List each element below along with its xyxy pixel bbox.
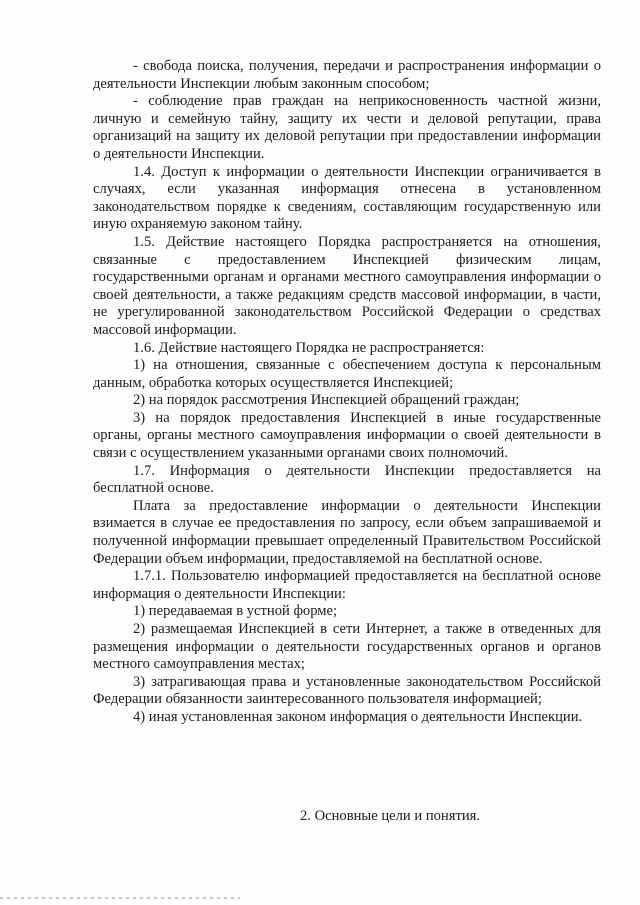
- paragraph-1-7: 1.7. Информация о деятельности Инспекции предоставляется на бесплатной основе.: [93, 462, 601, 497]
- paragraph-1-6-item-2: 2) на порядок рассмотрения Инспекцией обращений граждан;: [133, 392, 520, 409]
- section-heading: 2. Основные цели и понятия.: [299, 808, 480, 824]
- paragraph-1-7-1: 1.7.1. Пользователю информацией предоставляется на бесплатной основе информация о деятельности Инспекции:: [93, 568, 601, 602]
- paragraph-1-7-1-item-4: 4) иная установленная законом информация о деятельности Инспекции.: [133, 708, 583, 725]
- paragraph-1-7-1-item-2: 2) размещаемая Инспекцией в сети Интернет, а также в отведенных для размещения информации о деятельности государственных органов и органов местного самоуправления местах;: [93, 621, 601, 673]
- paragraph-privacy-rights: - соблюдение прав граждан на неприкосновенность частной жизни, личную и семейную тайну, защиту их чести и деловой репутации, права организаций на защиту их деловой репутации при предоставлении информации о деятельности Инспекции.: [93, 93, 601, 162]
- paragraph-1-5: 1.5. Действие настоящего Порядка распространяется на отношения, связанные с предоставлением Инспекцией физическим лицам, государственными органам и органами местного самоуправления информации о своей деятельности, а также редакциям средств массовой информации, в части, не урегулированной законодательством Российской Федерации о средствах массовой информации.: [93, 233, 601, 338]
- paragraph-fee: Плата за предоставление информации о деятельности Инспекции взимается в случае ее предоставления по запросу, если объем запрашиваемой и полученной информации превышает определенный Правительством Российской Федерации объем информации, предоставляемой на бесплатной основе.: [93, 497, 601, 567]
- paragraph-1-4: 1.4. Доступ к информации о деятельности Инспекции ограничивается в случаях, если указанная информация отнесена в установленном законодательством порядке к сведениям, составляющим государственную или иную охраняемую законом тайну.: [93, 163, 601, 233]
- paragraph-1-6: 1.6. Действие настоящего Порядка не распространяется:: [133, 339, 485, 356]
- scan-artifact-line: [0, 897, 240, 899]
- paragraph-freedom-of-information: - свобода поиска, получения, передачи и распространения информации о деятельности Инспекции любым законным способом;: [93, 58, 601, 92]
- paragraph-1-7-1-item-3: 3) затрагивающая права и установленные законодательством Российской Федерации обязанности заинтересованного пользователя информацией;: [93, 673, 601, 708]
- paragraph-1-7-1-item-1: 1) передаваемая в устной форме;: [133, 603, 338, 620]
- paragraph-1-6-item-1: 1) на отношения, связанные с обеспечением доступа к персональным данным, обработка которых осуществляется Инспекцией;: [93, 357, 601, 391]
- body-text: [93, 58, 601, 727]
- paragraph-1-6-item-3: 3) на порядок предоставления Инспекцией в иные государственные органы, органы местного самоуправления информации о своей деятельности в связи с осуществлением указанными органами своих полномочий.: [93, 409, 601, 462]
